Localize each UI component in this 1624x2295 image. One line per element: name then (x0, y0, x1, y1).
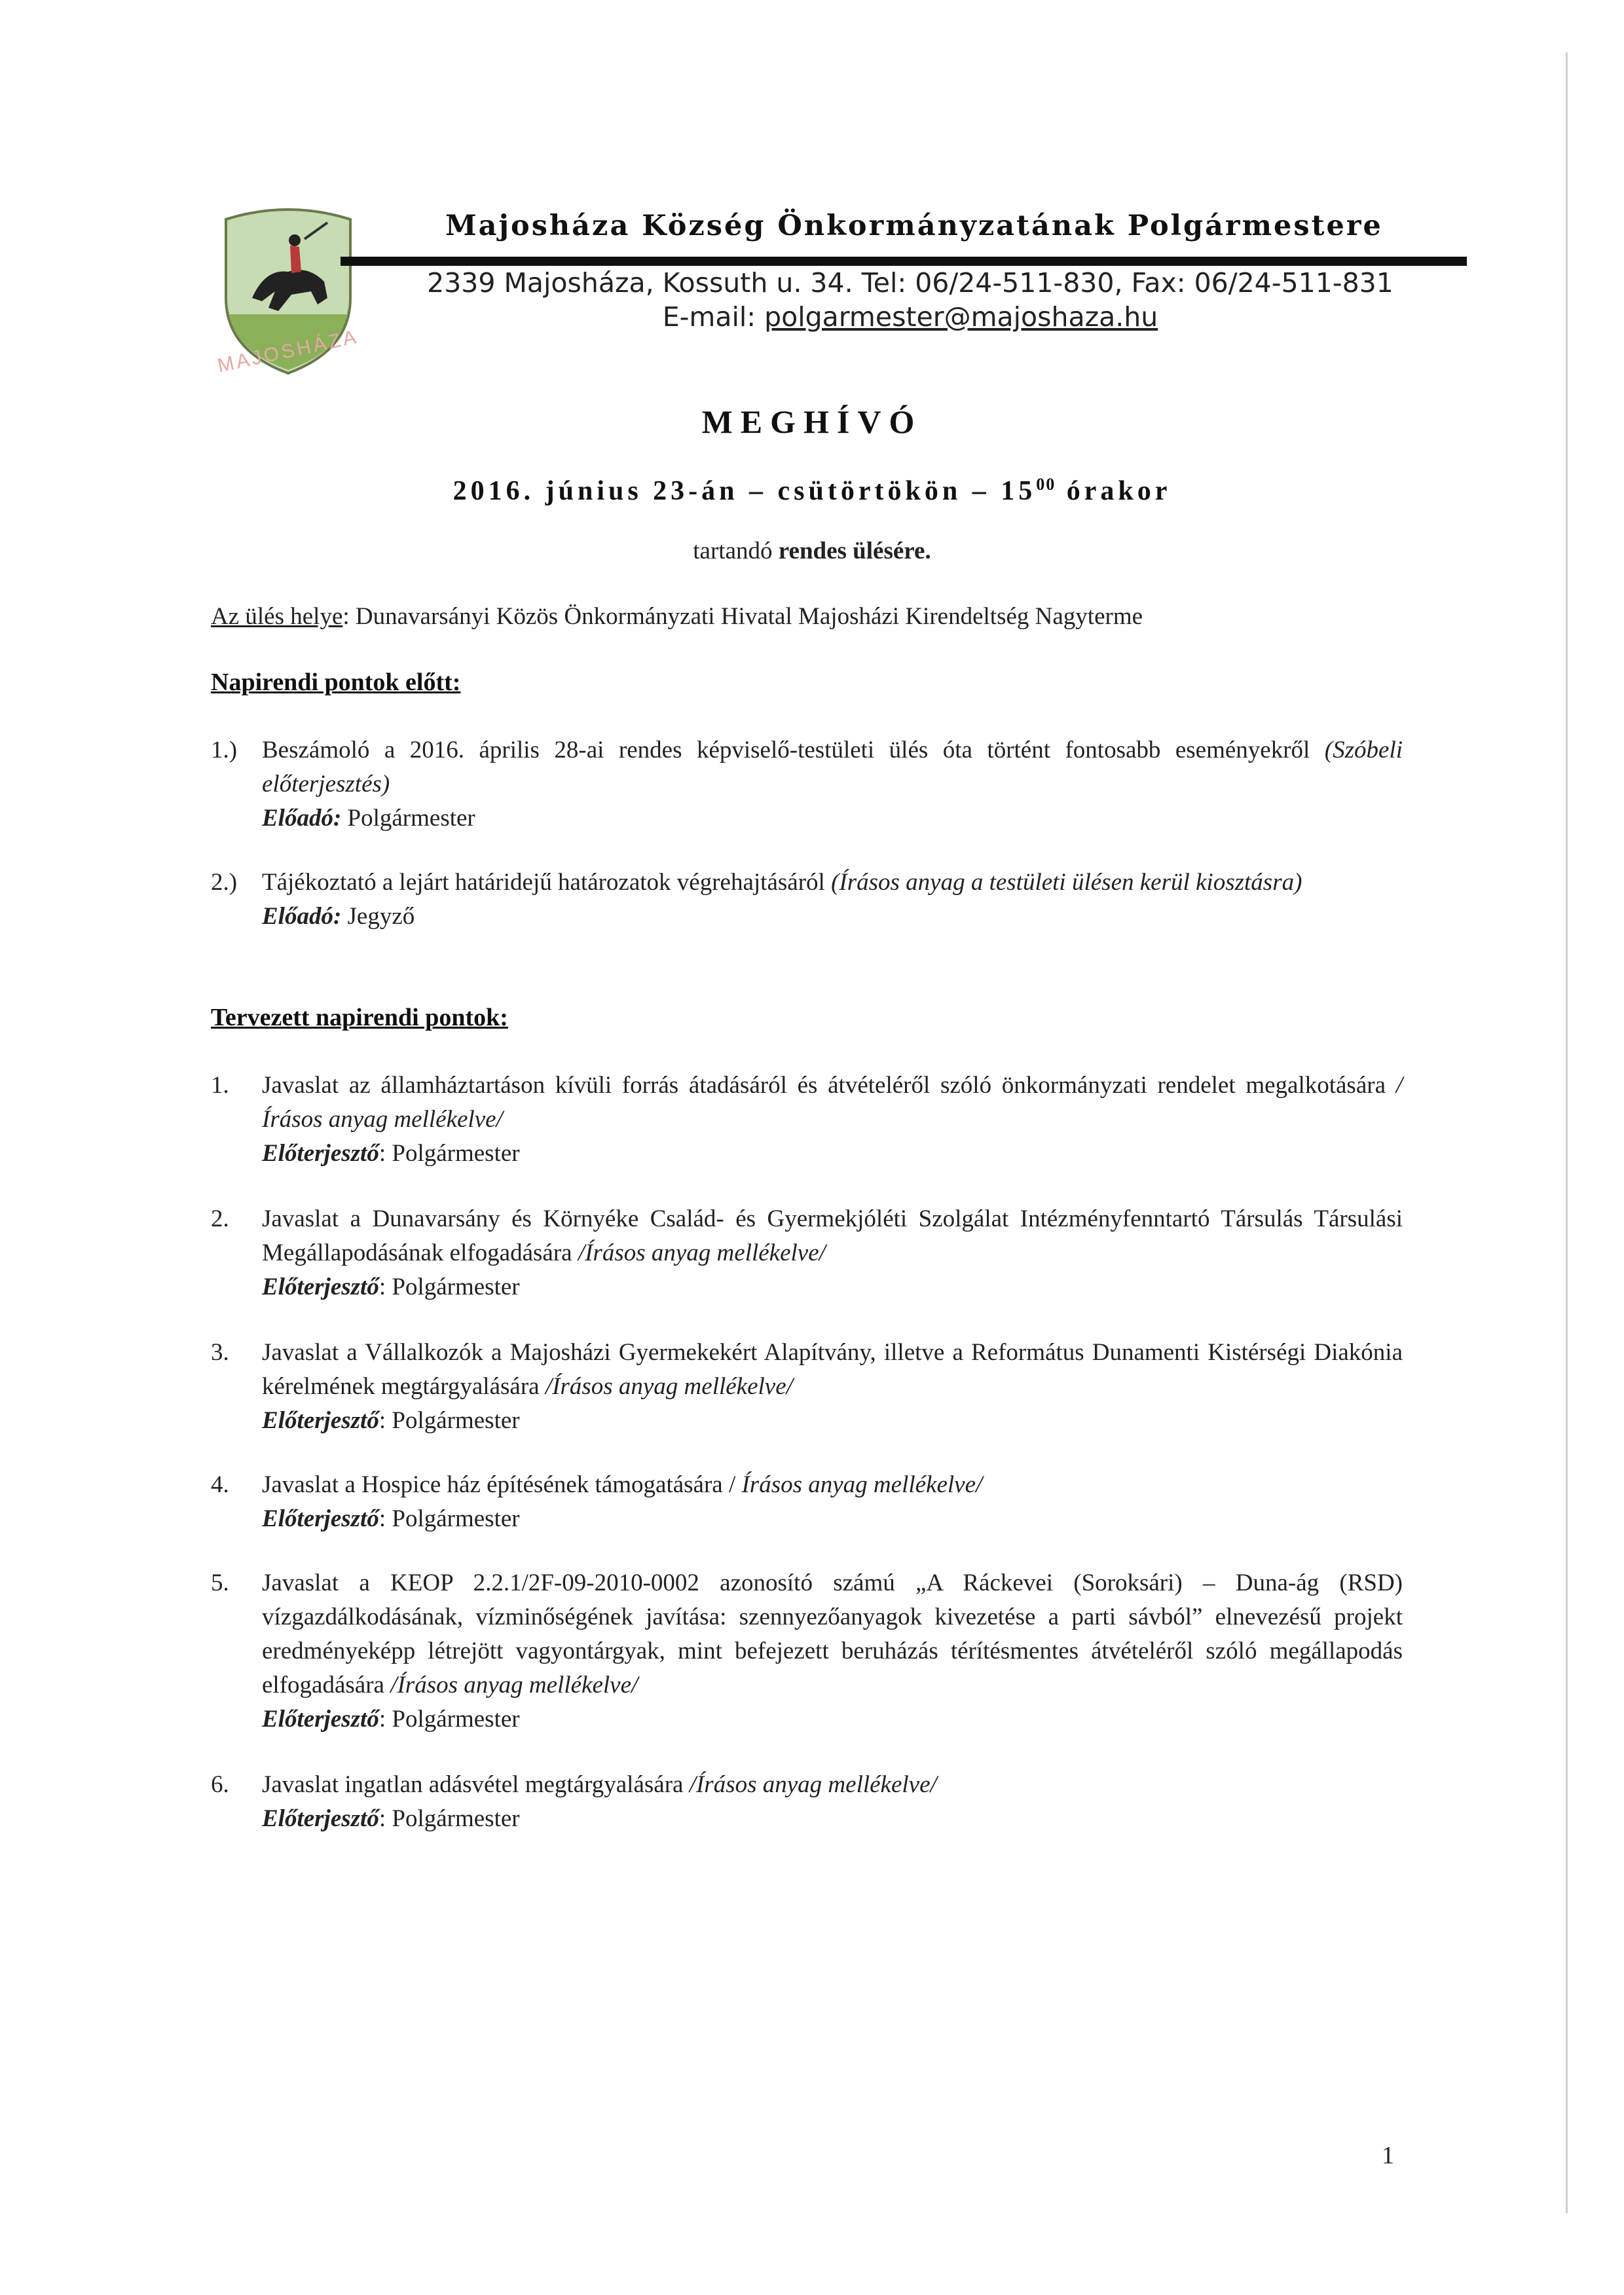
role-value: : Polgármester (378, 1140, 520, 1167)
pre-agenda-item (211, 733, 1403, 835)
role-label: Előterjesztő (262, 1140, 379, 1167)
agenda-item (211, 1336, 1403, 1438)
meeting-time-minutes: 00 (1036, 475, 1056, 494)
item-note: /Írásos anyag mellékelve/ (545, 1373, 793, 1400)
crest-label: MAJOSHÁZA (215, 325, 361, 377)
item-text: Javaslat a Vállalkozók a Majosházi Gyermekekért Alapítvány, illetve a Református Dunamenti Kistérségi Diakónia kérelmének megtárgyalására (262, 1339, 1403, 1400)
agenda-item (211, 1566, 1403, 1736)
document-title: MEGHÍVÓ (701, 403, 923, 440)
item-note: /Írásos anyag mellékelve/ (578, 1239, 826, 1266)
subtitle-plain: tartandó (693, 538, 779, 564)
item-number: 5. (211, 1570, 229, 1596)
agenda-item (211, 1768, 1403, 1836)
email-label: E-mail: (662, 301, 765, 333)
item-number: 4. (211, 1471, 229, 1498)
email-line (373, 301, 1447, 333)
organization-title: Majosháza Község Önkormányzatának Polgármestere (445, 210, 1383, 242)
email-link[interactable]: polgarmester@majoshaza.hu (764, 301, 1158, 333)
venue-value: : Dunavarsányi Közös Önkormányzati Hivatal Majosházi Kirendeltség Nagyterme (342, 603, 1143, 630)
role-label: Előterjesztő (262, 1805, 379, 1832)
item-number: 6. (211, 1771, 229, 1798)
role-value: : Polgármester (378, 1505, 520, 1532)
item-number: 2. (211, 1205, 229, 1232)
agenda-item (211, 1202, 1403, 1304)
pre-agenda-item (211, 866, 1403, 934)
item-note: /Írásos anyag mellékelve/ (262, 1072, 1403, 1133)
role-value: : Polgármester (378, 1706, 520, 1733)
meeting-subtitle (0, 537, 1624, 565)
role-label: Előterjesztő (262, 1505, 379, 1532)
role-label: Előterjesztő (262, 1274, 379, 1300)
item-note: (Szóbeli előterjesztés) (262, 737, 1403, 798)
scan-edge-line (1566, 52, 1568, 2213)
item-text: Beszámoló a 2016. április 28-ai rendes képviselő-testületi ülés óta történt fontosabb eseményekről (262, 737, 1325, 763)
item-text: Javaslat az államháztartáson kívüli forrás átadásáról és átvételéről szóló önkormányzati rendelet megalkotására (262, 1072, 1396, 1099)
role-value: : Polgármester (378, 1805, 520, 1832)
meeting-date-text: 2016. június 23-án – csütörtökön – 15 (452, 476, 1037, 506)
venue-line (211, 602, 1143, 631)
item-text: Tájékoztató a lejárt határidejű határozatok végrehajtásáról (262, 869, 832, 896)
item-text: Javaslat a Dunavarsány és Környéke Család- és Gyermekjóléti Szolgálat Intézményfenntartó Társulás Társulási Megállapodásának elfogadására (262, 1205, 1403, 1266)
item-text: Javaslat a Hospice ház építésének támogatására / (262, 1471, 742, 1498)
page-number: 1 (1382, 2142, 1394, 2169)
role-value: Polgármester (341, 805, 475, 832)
item-number: 2.) (211, 869, 238, 896)
meeting-date (0, 475, 1624, 507)
header-divider (341, 257, 1467, 266)
meeting-time-suffix: órakor (1056, 476, 1172, 506)
item-number: 1.) (211, 737, 238, 763)
item-note: Írásos anyag mellékelve/ (741, 1471, 983, 1498)
item-number: 1. (211, 1072, 229, 1099)
item-note: /Írásos anyag mellékelve/ (390, 1672, 638, 1698)
role-value: Jegyző (341, 903, 415, 930)
pre-agenda-heading: Napirendi pontok előtt: (211, 669, 461, 696)
agenda-item (211, 1468, 1403, 1536)
role-value: : Polgármester (378, 1407, 520, 1434)
role-label: Előadó: (262, 805, 342, 832)
item-number: 3. (211, 1339, 229, 1366)
contact-info: 2339 Majosháza, Kossuth u. 34. Tel: 06/24-511-830, Fax: 06/24-511-831 (427, 267, 1393, 299)
agenda-heading: Tervezett napirendi pontok: (211, 1004, 508, 1031)
role-label: Előterjesztő (262, 1407, 379, 1434)
role-label: Előterjesztő (262, 1706, 379, 1733)
item-note: (Írásos anyag a testületi ülésen kerül kiosztásra) (831, 869, 1302, 896)
subtitle-bold: rendes ülésére. (778, 538, 931, 564)
role-value: : Polgármester (378, 1274, 520, 1300)
venue-label: Az ülés helye (211, 603, 343, 630)
item-text: Javaslat ingatlan adásvétel megtárgyalására (262, 1771, 690, 1798)
item-note: /Írásos anyag mellékelve/ (689, 1771, 937, 1798)
role-label: Előadó: (262, 903, 342, 930)
item-text: Javaslat a KEOP 2.2.1/2F-09-2010-0002 azonosító számú „A Ráckevei (Soroksári) – Duna-ág (RSD) vízgazdálkodásának, vízminőségének javítása: szennyezőanyagok kivezetése a parti sávból” elnevezésű projekt eredményeképp létrejött vagyontárgyak, mint befejezett beruházás térítésmentes átvételéről szóló megállapodás elfogadására (262, 1570, 1403, 1698)
agenda-item (211, 1069, 1403, 1171)
